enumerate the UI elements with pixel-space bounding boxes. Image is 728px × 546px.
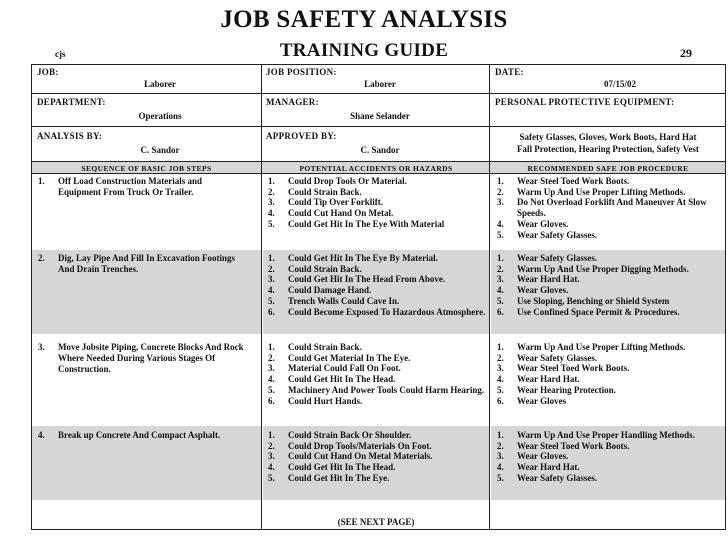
list-item: 1. Warm Up And Use Proper Lifting Methods.: [497, 342, 686, 352]
list-item: 5. Wear Safety Glasses.: [497, 229, 598, 240]
procedure-list-3: [497, 342, 721, 406]
list-item: 4. Could Damage Hand.: [268, 285, 372, 296]
step-text: Off Load Construction Materials and Equipment From Truck Or Trailer.: [58, 176, 202, 197]
list-item: 1. Warm Up And Use Proper Handling Methods.: [497, 430, 695, 440]
list-item: 3. Material Could Fall On Foot.: [268, 363, 401, 374]
job-position-value: Laborer: [364, 79, 396, 89]
list-item: 5. Use Sloping, Benching or Shield System: [497, 295, 670, 306]
list-item: 2. Could Strain Back.: [268, 263, 362, 274]
list-item: 2. Could Strain Back.: [268, 186, 362, 197]
step-number: 1.: [38, 176, 45, 186]
step-number: 4.: [38, 430, 45, 440]
see-next-page-note: (SEE NEXT PAGE): [337, 517, 415, 527]
list-item: 5. Trench Walls Could Cave In.: [268, 295, 400, 306]
list-item: 5. Could Get Hit In The Eye.: [268, 472, 390, 483]
list-item: 4. Wear Gloves.: [497, 218, 569, 229]
hazard-list-3: [268, 342, 486, 406]
list-item: 4. Wear Hard Hat.: [497, 462, 580, 473]
list-item: 3. Wear Steel Toed Work Boots.: [497, 363, 630, 374]
ppe-line-2: Fall Protection, Hearing Protection, Safety Vest: [517, 144, 699, 154]
procedure-list-1: [497, 176, 721, 240]
list-item: 5. Machinery And Power Tools Could Harm Hearing.: [268, 384, 485, 395]
hazard-list-1: [268, 176, 486, 230]
procedure-list-4: [497, 430, 721, 484]
list-item: 2. Warm Up And Use Proper Digging Methods.: [497, 263, 689, 274]
list-item: 4. Could Cut Hand On Metal.: [268, 208, 394, 219]
manager-label: MANAGER:: [266, 97, 319, 107]
row-divider-4: [31, 173, 726, 174]
department-value: Operations: [138, 111, 182, 121]
hazard-list-2: [268, 253, 486, 317]
document-subtitle: TRAINING GUIDE: [279, 40, 449, 61]
step-text: Move Jobsite Piping, Concrete Blocks And Rock Where Needed During Various Stages Of Construction.: [58, 342, 244, 374]
list-item: 6. Use Confined Space Permit & Procedures.: [497, 306, 680, 317]
list-item: 6. Could Become Exposed To Hazardous Atmosphere.: [268, 306, 486, 317]
manager-value: Shane Selander: [350, 111, 410, 121]
approved-by-label: APPROVED BY:: [266, 131, 337, 141]
list-item: 5. Could Get Hit In The Eye With Material: [268, 218, 445, 229]
list-item: 5. Wear Safety Glasses.: [497, 472, 598, 483]
list-item: 4. Could Get Hit In The Head.: [268, 462, 396, 473]
approved-by-value: C. Sandor: [360, 145, 400, 155]
list-item: 4. Wear Gloves.: [497, 285, 569, 296]
list-item: 2. Wear Steel Toed Work Boots.: [497, 440, 630, 451]
job-step-3: [38, 342, 258, 375]
step-text: Dig, Lay Pipe And Fill In Excavation Footings And Drain Trenches.: [58, 253, 236, 274]
step-text: Break up Concrete And Compact Asphalt.: [58, 430, 221, 440]
list-item: 2. Could Get Material In The Eye.: [268, 352, 411, 363]
column-divider-1: [261, 64, 262, 530]
job-value: Laborer: [144, 79, 176, 89]
date-value: 07/15/02: [603, 79, 636, 89]
list-item: 6. Wear Gloves: [497, 395, 567, 406]
job-position-label: JOB POSITION:: [266, 67, 337, 77]
list-item: 3. Could Cut Hand On Metal Materials.: [268, 451, 433, 462]
job-step-1: [38, 176, 246, 198]
list-item: 1. Could Drop Tools Or Material.: [268, 176, 407, 186]
ppe-label: PERSONAL PROTECTIVE EQUIPMENT:: [495, 97, 675, 107]
row-divider-2: [31, 126, 726, 127]
job-step-2: [38, 253, 238, 275]
department-label: DEPARTMENT:: [37, 97, 106, 107]
list-item: 1. Wear Safety Glasses.: [497, 253, 598, 263]
list-item: 2. Warm Up And Use Proper Lifting Methods.: [497, 186, 686, 197]
list-item: 2. Could Drop Tools/Materials On Foot.: [268, 440, 432, 451]
step-number: 3.: [38, 342, 45, 352]
list-item: 3. Wear Gloves.: [497, 451, 569, 462]
procedure-list-2: [497, 253, 721, 317]
job-step-4: [38, 430, 258, 441]
document-title: JOB SAFETY ANALYSIS: [220, 6, 508, 33]
column-header-steps: SEQUENCE OF BASIC JOB STEPS: [81, 164, 212, 173]
date-label: DATE:: [495, 67, 524, 77]
list-item: 3. Do Not Overload Forklift And Maneuver At Slow Speeds.: [497, 197, 707, 219]
list-item: 1. Could Get Hit In The Eye By Material.: [268, 253, 438, 263]
hazard-list-4: [268, 430, 486, 484]
column-divider-2: [489, 64, 490, 530]
page-number: 29: [680, 46, 692, 60]
list-item: 5. Wear Hearing Protection.: [497, 384, 616, 395]
column-header-hazards: POTENTIAL ACCIDENTS OR HAZARDS: [299, 164, 453, 173]
list-item: 1. Wear Steel Toed Work Boots.: [497, 176, 630, 186]
step-number: 2.: [38, 253, 45, 263]
analysis-by-value: C. Sandor: [140, 145, 180, 155]
list-item: 4. Could Get Hit In The Head.: [268, 374, 396, 385]
ppe-line-1: Safety Glasses, Gloves, Work Boots, Hard Hat: [519, 132, 697, 142]
analysis-by-label: ANALYSIS BY:: [37, 131, 103, 141]
list-item: 3. Could Get Hit In The Head From Above.: [268, 274, 446, 285]
column-header-procedures: RECOMMENDED SAFE JOB PROCEDURE: [527, 164, 689, 173]
list-item: 2. Wear Safety Glasses.: [497, 352, 598, 363]
list-item: 1. Could Strain Back.: [268, 342, 362, 352]
list-item: 3. Could Tip Over Forklift.: [268, 197, 384, 208]
row-divider-1: [31, 93, 726, 94]
job-label: JOB:: [37, 67, 59, 77]
author-initials: cjs: [55, 49, 66, 59]
list-item: 4. Wear Hard Hat.: [497, 374, 580, 385]
row-divider-3: [31, 161, 726, 162]
list-item: 3. Wear Hard Hat.: [497, 274, 580, 285]
list-item: 1. Could Strain Back Or Shoulder.: [268, 430, 412, 440]
list-item: 6. Could Hurt Hands.: [268, 395, 363, 406]
